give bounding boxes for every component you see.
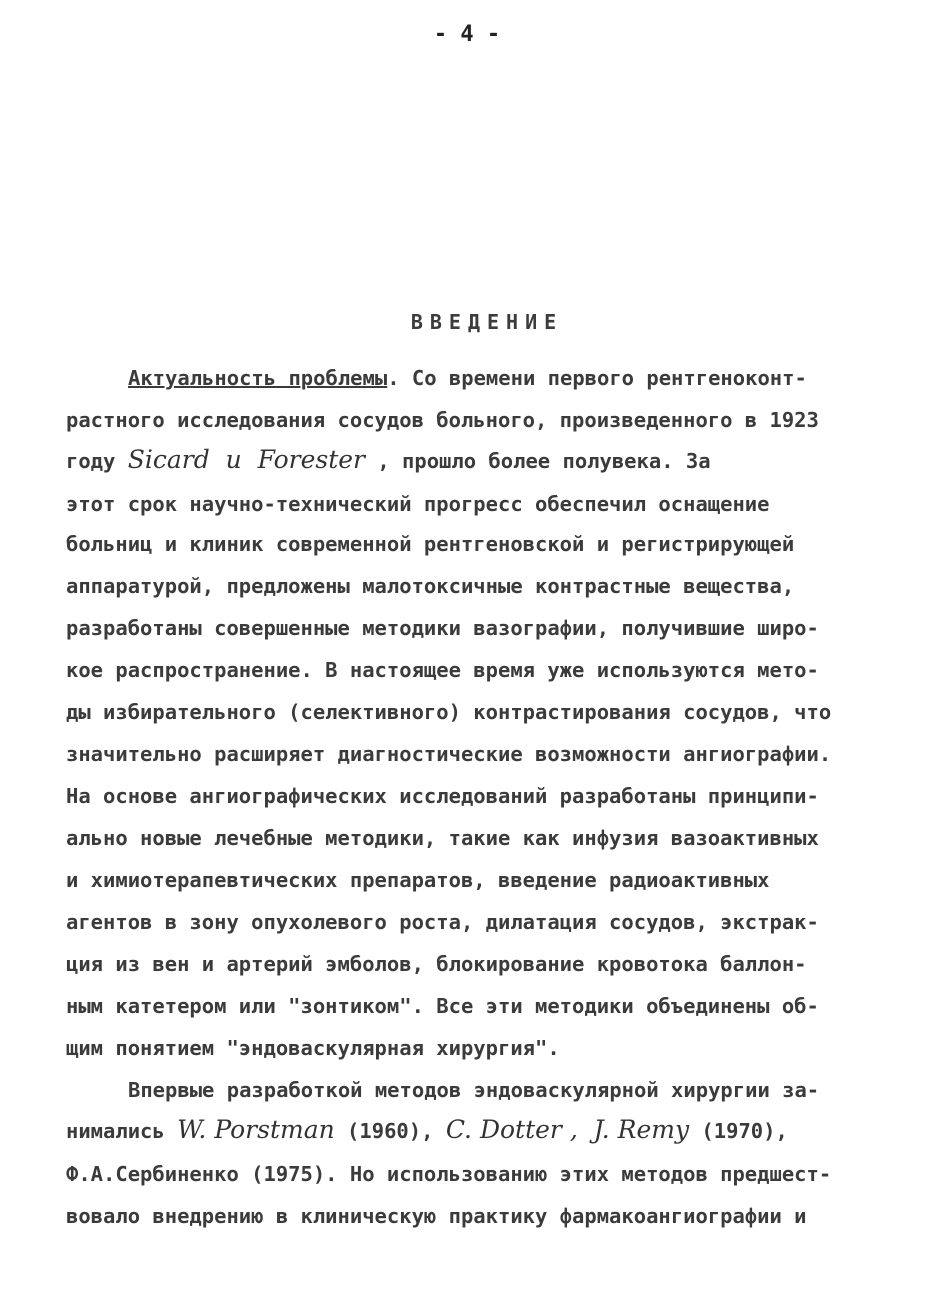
paragraph1-line15: ция из вен и артерий эмболов, блокирование кровотока баллон- <box>66 952 807 976</box>
paragraph2-line4: вовало внедрению в клиническую практику фармакоангиографии и <box>66 1204 807 1228</box>
paragraph1-line14: агентов в зону опухолевого роста, дилатация сосудов, экстрак- <box>66 910 819 934</box>
paragraph1-line10: значительно расширяет диагностические возможности ангиографии. <box>66 742 832 766</box>
lead-phrase: Актуальность проблемы <box>128 366 388 390</box>
paragraph1-line6: аппаратурой, предложены малотоксичные контрастные вещества, <box>66 574 795 598</box>
paragraph1-line3: году Sicard и Forester , прошло более полувека. За <box>66 445 711 474</box>
paragraph1-line2: растного исследования сосудов больного, произведенного в 1923 <box>66 408 819 432</box>
paragraph1-line8: кое распространение. В настоящее время уже используются мето- <box>66 658 819 682</box>
paragraph1-line17: щим понятием "эндоваскулярная хирургия". <box>66 1036 560 1060</box>
handwritten-names-dotter-remy: C. Dotter , J. Remy <box>445 1115 690 1144</box>
handwritten-names: Sicard и Forester <box>127 445 365 474</box>
paragraph2-line1: Впервые разработкой методов эндоваскулярной хирургии за- <box>128 1078 820 1102</box>
paragraph1-line5: больниц и клиник современной рентгеновской и регистрирующей <box>66 532 795 556</box>
paragraph2-line2: нимались W. Porstman (1960), C. Dotter , J. Remy (1970), <box>66 1115 788 1144</box>
page-number: - 4 - <box>433 22 501 47</box>
paragraph1-line7: разработаны совершенные методики вазографии, получившие широ- <box>66 616 819 640</box>
paragraph1-line12: ально новые лечебные методики, такие как инфузия вазоактивных <box>66 826 819 850</box>
paragraph1-line16: ным катетером или "зонтиком". Все эти методики объединены об- <box>66 994 819 1018</box>
paragraph2-line3: Ф.А.Сербиненко (1975). Но использованию этих методов предшест- <box>66 1162 832 1186</box>
paragraph1-line1: Актуальность проблемы. Со времени первого рентгеноконт- <box>128 366 807 390</box>
paragraph1-line13: и химиотерапевтических препаратов, введение радиоактивных <box>66 868 770 892</box>
paragraph1-line4: этот срок научно-технический прогресс обеспечил оснащение <box>66 492 770 516</box>
paragraph1-line11: На основе ангиографических исследований разработаны принципи- <box>66 784 819 808</box>
handwritten-name-porstman: W. Porstman <box>177 1115 335 1144</box>
section-heading: ВВЕДЕНИЕ <box>410 310 564 334</box>
paragraph1-line9: ды избирательного (селективного) контрастирования сосудов, что <box>66 700 832 724</box>
